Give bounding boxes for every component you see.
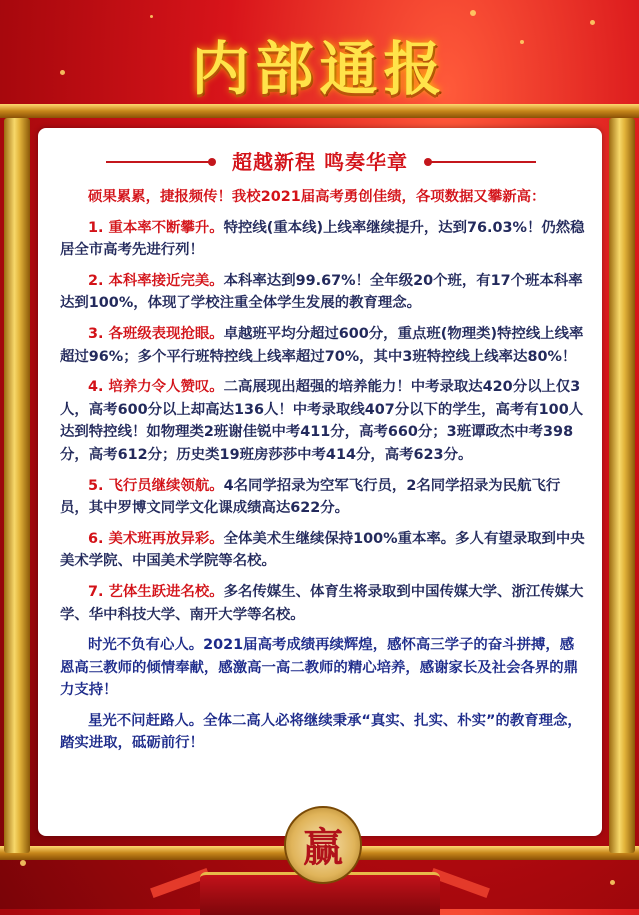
left-gold-pillar xyxy=(4,118,30,853)
notice-content xyxy=(60,186,588,763)
intro-paragraph: 硕果累累，捷报频传！我校2021届高考勇创佳绩，各项数据又攀新高： xyxy=(88,189,546,205)
right-gold-pillar xyxy=(609,118,635,853)
item-heading: 6. 美术班再放异彩。 xyxy=(88,530,224,547)
item-body: 4名同学招录为空军飞行员，2名同学招录为民航飞行员，其中罗博文同学文化课成绩高达622分。 xyxy=(60,477,561,517)
sparkle-decoration xyxy=(20,860,26,866)
win-emblem xyxy=(262,806,380,882)
sparkle-decoration xyxy=(610,880,615,885)
list-item xyxy=(60,475,588,520)
item-heading: 2. 本科率接近完美。 xyxy=(88,272,224,289)
sparkle-decoration xyxy=(150,15,153,18)
item-body: 全体美术生继续保持100%重本率。多人有望录取到中央美术学院、中国美术学院等名校。 xyxy=(60,530,585,570)
item-heading: 1. 重本率不断攀升。 xyxy=(88,219,224,236)
item-body: 多名传媒生、体育生将录取到中国传媒大学、浙江传媒大学、华中科技大学、南开大学等名校。 xyxy=(60,583,584,623)
item-body: 本科率达到99.67%！全年级20个班，有17个班本科率达到100%，体现了学校注重全体学生发展的教育理念。 xyxy=(60,272,583,312)
item-heading: 5. 飞行员继续领航。 xyxy=(88,477,224,494)
closing-paragraph-2: 星光不问赶路人。全体二高人必将继续秉承“真实、扎实、朴实”的教育理念，踏实进取，砥砺前行！ xyxy=(60,712,582,752)
list-item xyxy=(60,217,588,262)
sparkle-decoration xyxy=(470,10,476,16)
subtitle-row xyxy=(38,146,602,176)
item-body: 卓越班平均分超过600分，重点班(物理类)特控线上线率超过96%；多个平行班特控线上线率超过70%，其中3班特控线上线率达80%！ xyxy=(60,325,584,365)
list-item xyxy=(60,376,588,466)
list-item xyxy=(60,581,588,626)
list-item xyxy=(60,270,588,315)
emblem-character: 赢 xyxy=(303,825,343,871)
item-heading: 3. 各班级表现抢眼。 xyxy=(88,325,224,342)
banner-title: 内部通报 xyxy=(191,35,448,103)
scroll-rod-top xyxy=(0,104,639,118)
item-heading: 7. 艺体生跃进名校。 xyxy=(88,583,224,600)
item-body: 二高展现出超强的培养能力！中考录取达420分以上仅3人，高考600分以上却高达136人！中考录取线407分以下的学生，高考有100人达到特控线！如物理类2班谢佳锐中考411分，高考660分；3班谭政杰中考398分，高考612分；历史类19班房莎莎中考414分，高考623分。 xyxy=(60,379,584,463)
item-heading: 4. 培养力令人赞叹。 xyxy=(88,379,224,396)
notice-panel xyxy=(38,128,602,836)
list-item xyxy=(60,528,588,573)
closing-paragraph-1: 时光不负有心人。2021届高考成绩再续辉煌，感怀高三学子的奋斗拼搏，感恩高三教师的倾情奉献，感激高一高二教师的精心培养，感谢家长及社会各界的鼎力支持！ xyxy=(60,637,579,699)
list-item xyxy=(60,323,588,368)
item-body: 特控线(重本线)上线率继续提升，达到76.03%！仍然稳居全市高考先进行列！ xyxy=(60,219,585,259)
notice-subtitle: 超越新程 鸣奏华章 xyxy=(232,150,408,174)
